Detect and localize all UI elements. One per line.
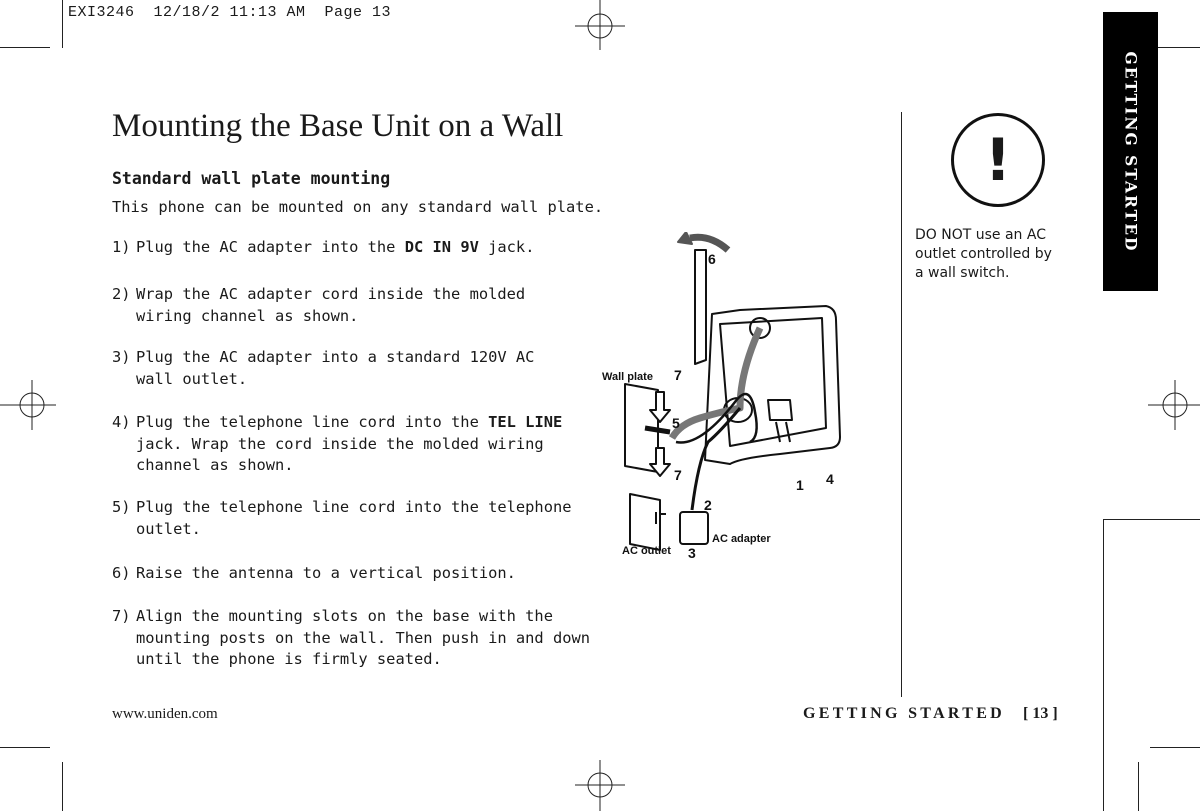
- step-5: 5) Plug the telephone line cord into the telephone outlet.: [112, 498, 572, 538]
- step-2: 2) Wrap the AC adapter cord inside the molded wiring channel as shown.: [112, 285, 526, 325]
- column-divider: [901, 112, 902, 697]
- rotate-arrow: [690, 237, 728, 250]
- exclamation-icon: !: [984, 126, 1012, 194]
- step-3: 3) Plug the AC adapter into a standard 120V AC wall outlet.: [112, 348, 535, 388]
- svg-text:2: 2: [704, 497, 712, 513]
- svg-text:1: 1: [796, 477, 804, 493]
- print-slug: EXI3246 12/18/2 11:13 AM Page 13: [68, 4, 392, 21]
- step-7: 7) Align the mounting slots on the base with the mounting posts on the wall. Then push in and down until the phone is firmly seated.: [112, 607, 591, 668]
- section-tab-label: GETTING STARTED: [1121, 51, 1140, 252]
- svg-text:4: 4: [826, 471, 834, 487]
- svg-text:Wall plate: Wall plate: [602, 371, 653, 383]
- svg-text:5: 5: [672, 415, 680, 431]
- step-6: 6) Raise the antenna to a vertical position.: [112, 564, 516, 582]
- svg-text:AC adapter: AC adapter: [712, 533, 771, 545]
- page-title: Mounting the Base Unit on a Wall: [112, 108, 564, 144]
- ac-adapter: [680, 512, 708, 544]
- warning-note: DO NOT use an AC outlet controlled by a wall switch.: [915, 227, 1052, 281]
- svg-text:AC outlet: AC outlet: [622, 545, 671, 557]
- page-number: [ 13 ]: [1023, 705, 1058, 722]
- svg-text:7: 7: [674, 367, 682, 383]
- step-1: 1) Plug the AC adapter into the DC IN 9V jack.: [112, 238, 535, 256]
- wall-mount-diagram: [590, 232, 850, 572]
- step-4: 4) Plug the telephone line cord into the TEL LINE jack. Wrap the cord inside the molded wiring channel as shown.: [112, 413, 563, 474]
- antenna: [695, 250, 706, 364]
- svg-text:7: 7: [674, 467, 682, 483]
- svg-text:3: 3: [688, 545, 696, 561]
- footer-url: www.uniden.com: [112, 706, 218, 722]
- footer-section-title: GETTING STARTED: [803, 705, 1006, 722]
- section-subheading: Standard wall plate mounting: [112, 169, 391, 188]
- svg-text:6: 6: [708, 251, 716, 267]
- intro-text: This phone can be mounted on any standard wall plate.: [112, 198, 604, 216]
